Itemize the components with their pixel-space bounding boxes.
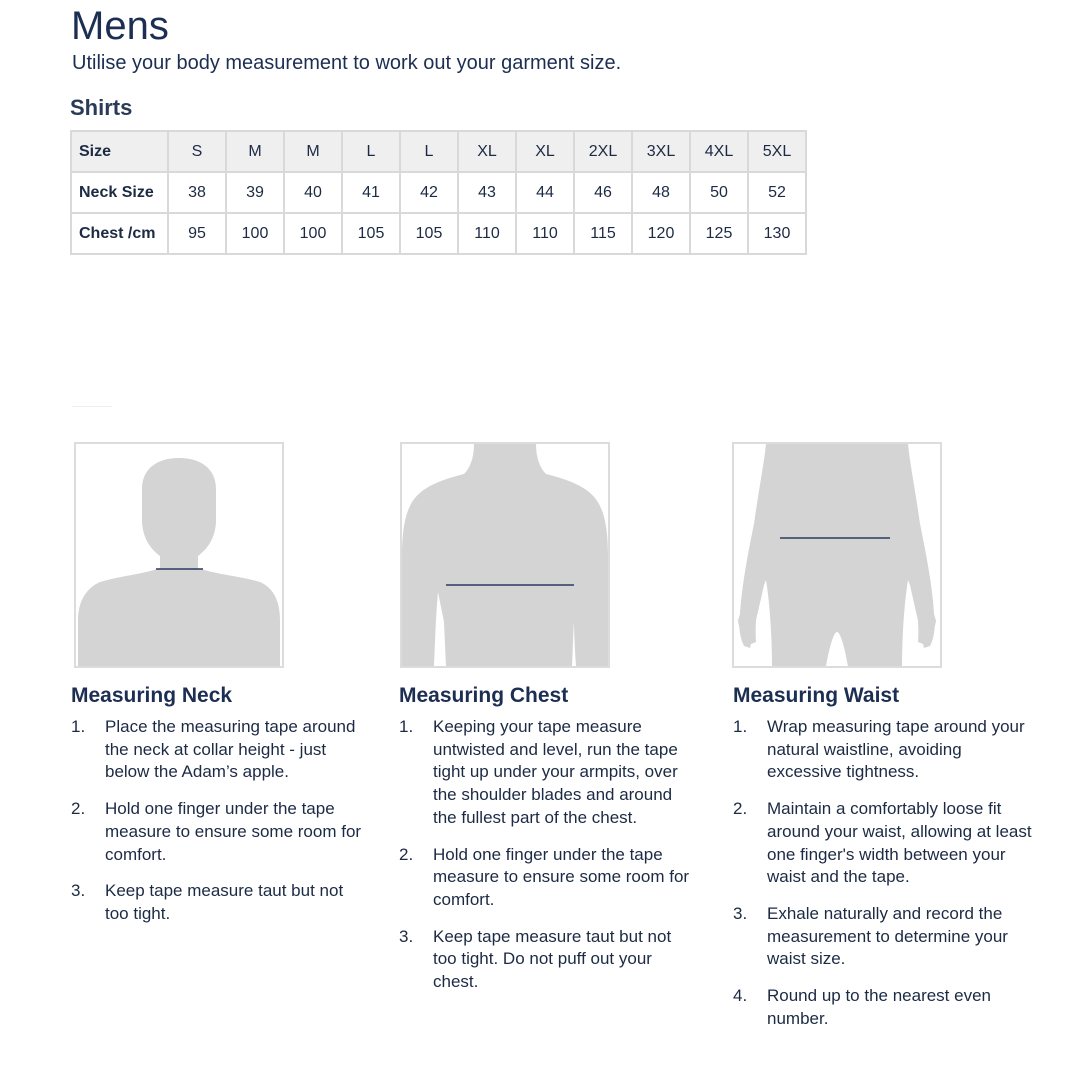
table-cell: 105	[342, 213, 400, 254]
table-cell: 42	[400, 172, 458, 213]
table-cell: 43	[458, 172, 516, 213]
list-item: 2. Maintain a comfortably loose fit around your waist, allowing at least one finger's width between your waist and the tape.	[733, 799, 1032, 887]
table-row	[71, 172, 806, 213]
list-item: 1. Keeping your tape measure untwisted and level, run the tape tight up under your armpits, over the shoulder blades and around the fullest part of the chest.	[399, 717, 678, 827]
table-row	[71, 213, 806, 254]
size-table	[70, 130, 807, 255]
table-cell: 2XL	[574, 131, 632, 172]
divider	[72, 406, 112, 407]
chest-heading: Measuring Chest	[399, 684, 569, 707]
row-header: Chest /cm	[71, 213, 168, 254]
waist-figure	[732, 442, 942, 668]
table-cell: 100	[226, 213, 284, 254]
chest-figure	[400, 442, 610, 668]
table-cell: 110	[516, 213, 574, 254]
section-title-shirts: Shirts	[70, 95, 133, 120]
table-cell: 50	[690, 172, 748, 213]
table-cell: XL	[516, 131, 574, 172]
table-cell: 120	[632, 213, 690, 254]
neck-heading: Measuring Neck	[71, 684, 233, 707]
page-subtitle: Utilise your body measurement to work out your garment size.	[72, 52, 622, 74]
row-header: Size	[71, 131, 168, 172]
list-item: 1. Place the measuring tape around the neck at collar height - just below the Adam’s apple.	[71, 717, 356, 782]
list-item: 3. Exhale naturally and record the measurement to determine your waist size.	[733, 903, 1008, 969]
table-cell: 110	[458, 213, 516, 254]
waist-heading: Measuring Waist	[733, 684, 900, 707]
table-cell: XL	[458, 131, 516, 172]
table-cell: 46	[574, 172, 632, 213]
table-cell: 40	[284, 172, 342, 213]
table-cell: M	[226, 131, 284, 172]
table-cell: 44	[516, 172, 574, 213]
table-cell: 100	[284, 213, 342, 254]
table-cell: 48	[632, 172, 690, 213]
table-cell: 95	[168, 213, 226, 254]
table-cell: 105	[400, 213, 458, 254]
table-cell: 4XL	[690, 131, 748, 172]
table-cell: 130	[748, 213, 806, 254]
table-row	[71, 131, 806, 172]
table-cell: 3XL	[632, 131, 690, 172]
neck-silhouette-icon	[76, 444, 282, 666]
instructions-waist	[733, 684, 1033, 1044]
table-cell: 52	[748, 172, 806, 213]
table-cell: 5XL	[748, 131, 806, 172]
list-item: 3. Keep tape measure taut but not too tight. Do not puff out your chest.	[399, 926, 672, 992]
waist-silhouette-icon	[734, 444, 940, 666]
instructions-neck	[71, 684, 371, 940]
table-cell: 125	[690, 213, 748, 254]
table-cell: L	[400, 131, 458, 172]
list-item: 1. Wrap measuring tape around your natural waistline, avoiding excessive tightness.	[733, 717, 1025, 782]
list-item: 3. Keep tape measure taut but not too tight.	[71, 881, 344, 923]
list-item: 4. Round up to the nearest even number.	[733, 986, 991, 1028]
table-cell: 38	[168, 172, 226, 213]
table-cell: L	[342, 131, 400, 172]
list-item: 2. Hold one finger under the tape measure to ensure some room for comfort.	[399, 844, 690, 909]
table-cell: 41	[342, 172, 400, 213]
list-item: 2. Hold one finger under the tape measure to ensure some room for comfort.	[71, 799, 362, 864]
chest-silhouette-icon	[402, 444, 608, 666]
table-cell: M	[284, 131, 342, 172]
chest-steps	[399, 716, 699, 994]
neck-figure	[74, 442, 284, 668]
row-header: Neck Size	[71, 172, 168, 213]
neck-steps	[71, 716, 371, 926]
table-cell: S	[168, 131, 226, 172]
waist-steps	[733, 716, 1033, 1030]
instructions-chest	[399, 684, 699, 1008]
table-cell: 115	[574, 213, 632, 254]
page-title: Mens	[71, 4, 169, 48]
table-cell: 39	[226, 172, 284, 213]
